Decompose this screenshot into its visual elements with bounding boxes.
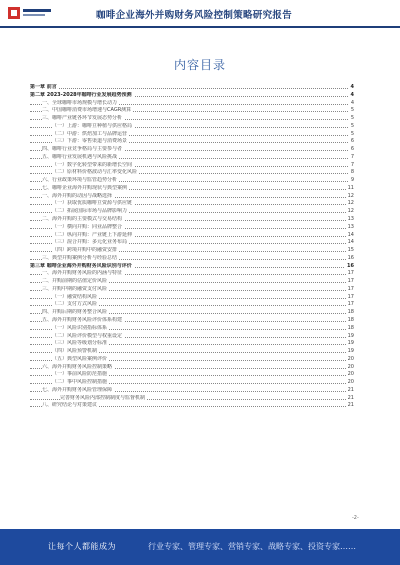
toc-entry-label: 一、全球咖啡市场规模与增长动力 [42,99,118,106]
toc-entry-page: 5 [350,130,354,137]
toc-entry[interactable] [30,317,354,325]
toc-entry-label: （一）融资结构风险 [52,293,98,300]
toc-entry-label: （一）风险识别指标体系 [52,324,108,331]
toc-entry[interactable] [30,333,354,341]
toc-entry[interactable] [30,301,354,309]
toc-entry-page: 5 [350,115,354,122]
toc-entry-label: 二、中国咖啡消费市场增速与CAGR测算 [42,107,132,114]
toc-entry[interactable] [30,107,354,115]
toc-entry-label: 五、海外并购财务风险评价体系构建 [42,316,123,323]
toc-entry-page: 4 [350,99,354,106]
toc-entry-page: 7 [350,161,354,168]
toc-entry-page: 18 [347,316,354,323]
toc-entry-page: 15 [347,247,354,254]
toc-entry[interactable] [30,255,354,263]
toc-entry-label: 三、并购中期的融资支付风险 [42,285,108,292]
toc-entry[interactable] [30,169,354,177]
toc-entry[interactable] [30,395,354,403]
toc-entry-label: （二）中游：烘焙加工与品牌运营 [52,130,128,137]
toc-entry-page: 17 [347,278,354,285]
page-footer [0,529,400,565]
toc-entry-page: 20 [347,355,354,362]
toc-entry[interactable] [30,247,354,255]
toc-leader-dots [30,88,354,89]
toc-entry-label: （二）原材料价格波动与汇率变化风险 [52,169,138,176]
toc-entry-label: （三）下游：零售渠道与消费场景 [52,138,128,145]
toc-entry-label: （一）获取优质咖啡豆资源与供应链 [52,200,133,207]
toc-entry[interactable] [30,348,354,356]
toc-entry[interactable] [30,123,354,131]
toc-entry-label: 七、海外并购财务风险管理保障 [42,386,113,393]
toc-entry-page: 21 [347,402,354,409]
toc-entry[interactable] [30,131,354,139]
toc-entry-label: （二）拓展国际市场与品牌影响力 [52,208,128,215]
toc-entry-label: （二）支付方式风险 [52,301,98,308]
toc-entry-page: 19 [347,340,354,347]
toc-entry[interactable] [30,309,354,317]
toc-entry-label: （一）上游：咖啡豆种植与供应格局 [52,122,133,129]
toc-entry-page: 6 [350,146,354,153]
toc-entry-label: 一、海外并购的动因与战略选择 [42,192,113,199]
toc-entry[interactable] [30,208,354,216]
toc-entry-label: 三、咖啡产业链各环节发展态势分析 [42,115,123,122]
toc-entry[interactable] [30,138,354,146]
toc-entry-page: 9 [350,177,354,184]
toc-entry-page: 7 [350,153,354,160]
toc-entry-page: 18 [347,324,354,331]
toc-entry-page: 20 [347,379,354,386]
toc-entry[interactable] [30,325,354,333]
toc-entry-label: 三、典型并购案例分析与经验总结 [42,254,118,261]
toc-entry[interactable] [30,270,354,278]
toc-entry-page: 12 [347,200,354,207]
toc-entry-page: 5 [350,122,354,129]
toc-entry[interactable] [30,356,354,364]
toc-entry-page: 20 [347,371,354,378]
toc-entry[interactable] [30,278,354,286]
toc-entry[interactable] [30,162,354,170]
toc-entry-page: 4 [350,84,354,90]
toc-entry-label: （一）横向并购：同业品牌整合 [52,223,123,230]
toc-entry-page: 6 [350,138,354,145]
toc-entry-label: （二）风险评价模型与权重设定 [52,332,123,339]
toc-entry-page: 17 [347,285,354,292]
toc-entry-page: 11 [347,184,354,191]
toc-entry-page: 21 [347,386,354,393]
toc-entry-page: 16 [347,262,354,269]
toc-entry[interactable] [30,364,354,372]
report-title: 咖啡企业海外并购财务风险控制策略研究报告 [96,10,293,21]
toc-entry-label: 第三章 咖啡企业海外并购财务风险识别与评价 [30,262,132,269]
page-number: -2- [352,515,359,521]
toc-entry-page: 20 [347,363,354,370]
toc-entry-label: （一）事前风险防范措施 [52,371,108,378]
toc-entry[interactable] [30,371,354,379]
toc-entry-label: （三）混合并购：多元化业务布局 [52,239,128,246]
toc-entry-label: （三）风险等级划分标准 [52,340,108,347]
toc-entry-page: 13 [347,216,354,223]
toc-entry[interactable] [30,387,354,395]
toc-entry[interactable] [30,224,354,232]
toc-entry-label: （五）典型风险案例评价 [52,355,108,362]
toc-entry[interactable] [30,115,354,123]
toc-entry-label: 二、并购前期的估值定价风险 [42,278,108,285]
footer-roles: 行业专家、管理专家、营销专家、战略专家、投资专家…… [148,542,356,551]
toc-entry[interactable] [30,92,354,100]
toc-entry-label: （一）数字化转型带来的新增长空间 [52,161,133,168]
toc-entry[interactable] [30,216,354,224]
toc-entry-page: 13 [347,223,354,230]
toc-entry-label: 六、行业政策环境与监管趋势分析 [42,177,118,184]
toc-entry-label: 一、海外并购财务风险的内涵与特征 [42,270,123,277]
toc-entry-page: 5 [350,107,354,114]
toc-entry-label: 第二章 2023-2028年咖啡行业发展趋势预测 [30,91,132,98]
toc-entry[interactable] [30,239,354,247]
toc-entry[interactable] [30,100,354,108]
toc-entry-page: 14 [347,231,354,238]
company-logo-icon [8,5,53,21]
toc-entry-page: 12 [347,192,354,199]
toc-entry-page: 17 [347,270,354,277]
toc-entry-page: 17 [347,293,354,300]
toc-entry-page: 21 [347,394,354,401]
toc-entry-label: 七、咖啡企业海外并购现状与典型案例 [42,184,128,191]
toc-entry[interactable] [30,146,354,154]
toc-entry-label: （二）事中风险控制措施 [52,379,108,386]
toc-entry-page: 8 [350,169,354,176]
page-header [0,0,400,26]
toc-entry[interactable] [30,379,354,387]
toc-entry[interactable] [30,402,354,410]
toc-entry[interactable] [30,200,354,208]
toc-entry-label: 二、海外并购的主要模式与交易结构 [42,216,123,223]
toc-entry[interactable] [30,294,354,302]
toc-entry-label: 第一章 前言 [30,84,57,90]
toc-entry[interactable] [30,232,354,240]
toc-entry-page: 17 [347,301,354,308]
table-of-contents [30,84,354,410]
toc-entry[interactable] [30,193,354,201]
toc-entry-page: 18 [347,309,354,316]
toc-entry-label: 五、咖啡行业发展机遇与风险挑战 [42,153,118,160]
toc-entry-label: 六、海外并购财务风险控制策略 [42,363,113,370]
toc-entry[interactable] [30,286,354,294]
toc-entry-page: 4 [350,91,354,98]
toc-entry-page: 12 [347,208,354,215]
toc-entry-page: 19 [347,348,354,355]
toc-entry-label: （二）纵向并购：产业链上下游延伸 [52,231,133,238]
toc-entry-label: （四）跨境并购中的融资安排 [52,247,118,254]
toc-entry[interactable] [30,185,354,193]
toc-entry-page: 19 [347,332,354,339]
toc-entry-label: 八、研究结论与对策建议 [42,402,98,409]
toc-entry-page: 14 [347,239,354,246]
toc-entry-label: （四）风险预警机制 [52,348,98,355]
toc-entry-page: 16 [347,254,354,261]
toc-title: 内容目录 [173,58,226,72]
toc-entry[interactable] [30,340,354,348]
header-divider [0,26,400,28]
toc-entry[interactable] [30,84,354,92]
toc-entry-label: 四、并购后期的财务整合风险 [42,309,108,316]
toc-entry-label: 四、咖啡行业竞争格局与主要参与者 [42,146,123,153]
toc-entry[interactable] [30,154,354,162]
toc-entry[interactable] [30,177,354,185]
toc-entry-label: 完善财务风险内部控制制度与监督机制 [60,394,146,401]
toc-entry[interactable] [30,263,354,271]
footer-slogan: 让每个人都能成为 [48,542,116,551]
